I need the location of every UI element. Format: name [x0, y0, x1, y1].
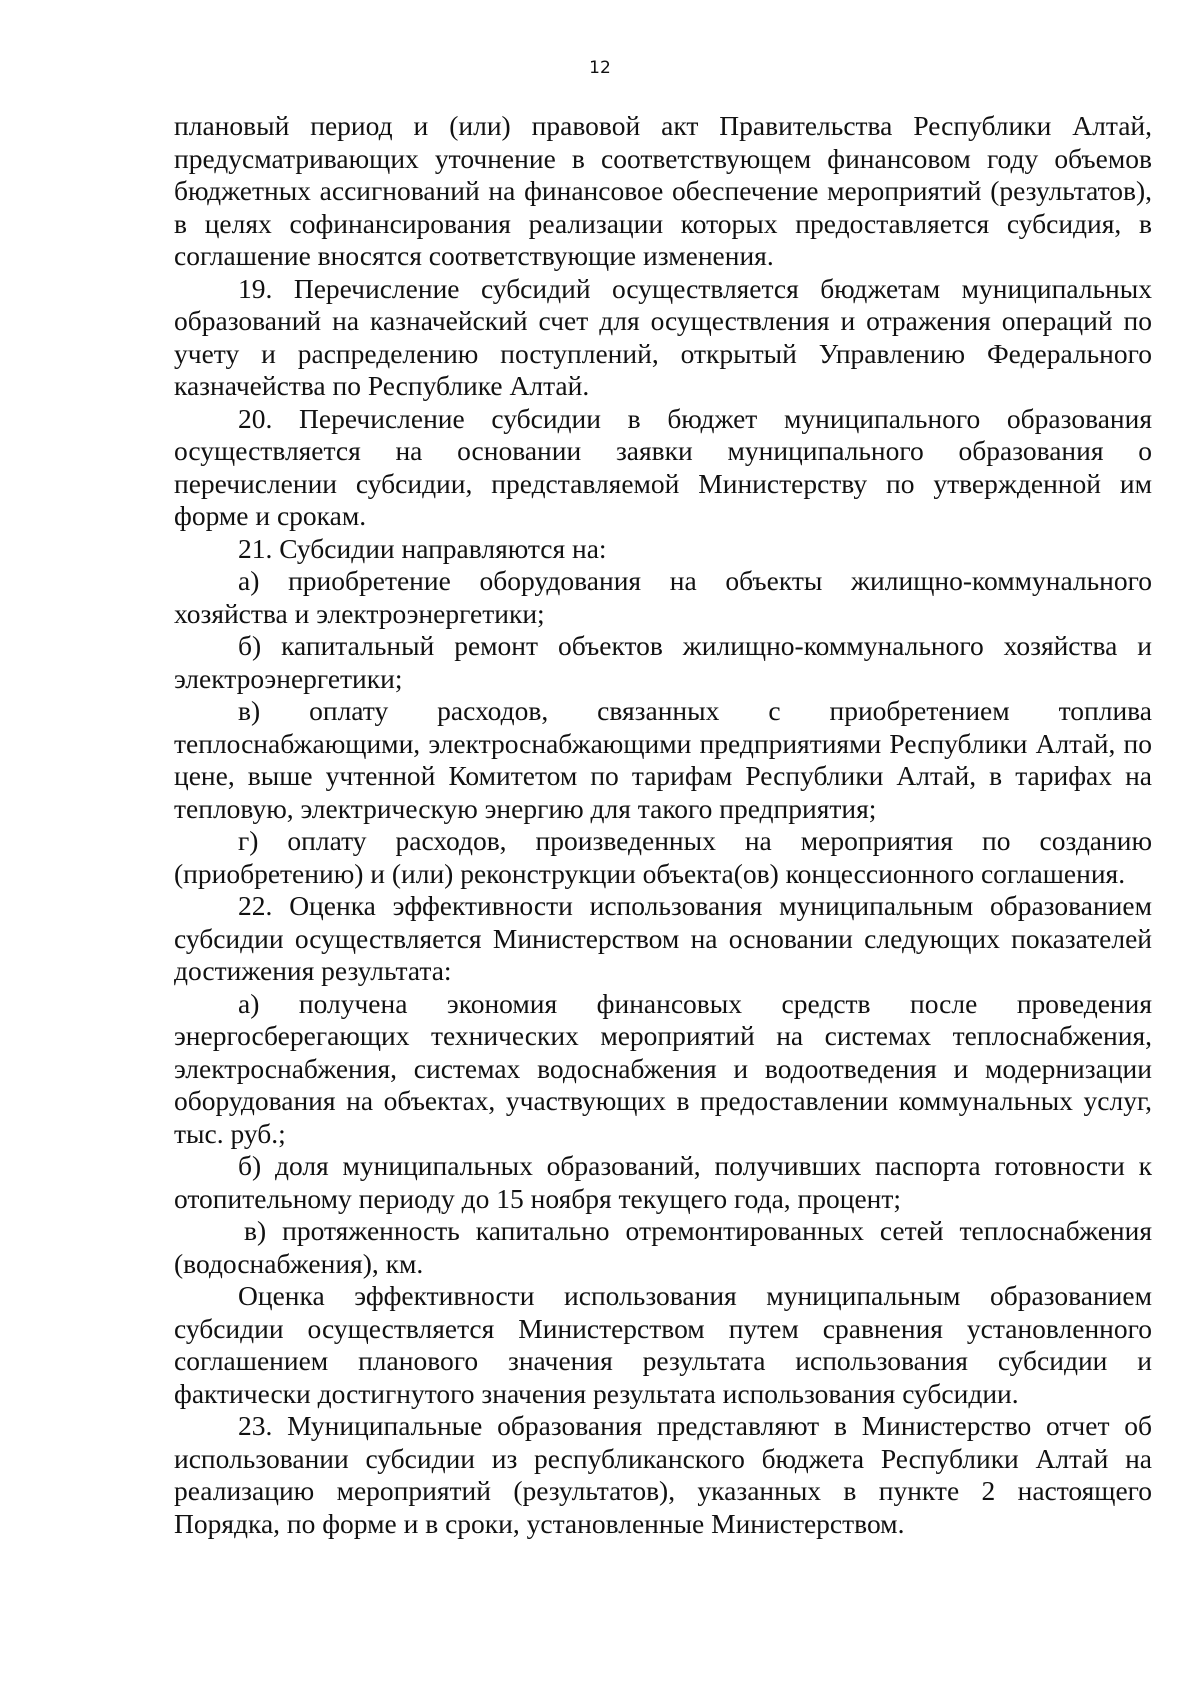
paragraph-21-b: б) капитальный ремонт объектов жилищно-коммунального хозяйства и электроэнергетики; — [174, 630, 1152, 694]
paragraph-21-g: г) оплату расходов, произведенных на мероприятия по созданию (приобретению) и (или) реконструкции объекта(ов) концессионного соглашения. — [174, 825, 1152, 889]
paragraph-22-b: б) доля муниципальных образований, получивших паспорта готовности к отопительному периоду до 15 ноября текущего года, процент; — [174, 1150, 1152, 1214]
paragraph-21: 21. Субсидии направляются на: — [238, 532, 607, 564]
paragraph-21-v: в) оплату расходов, связанных с приобретением топлива теплоснабжающими, электроснабжающими предприятиями Республики Алтай, по цене, выше учтенной Комитетом по тарифам Республики Алтай, в тарифах на тепловую, электрическую энергию для такого предприятия; — [174, 695, 1152, 824]
document-body — [174, 110, 1152, 1540]
paragraph-22-a: а) получена экономия финансовых средств после проведения энергосберегающих технических мероприятий на системах теплоснабжения, электроснабжения, системах водоснабжения и водоотведения и модернизации оборудования на объектах, участвующих в предоставлении коммунальных услуг, тыс. руб.; — [174, 987, 1152, 1149]
paragraph-21-a: а) приобретение оборудования на объекты жилищно-коммунального хозяйства и электроэнергетики; — [174, 565, 1152, 629]
paragraph-20: 20. Перечисление субсидии в бюджет муниципального образования осуществляется на основании заявки муниципального образования о перечислении субсидии, представляемой Министерству по утвержденной им форме и срокам. — [174, 402, 1152, 531]
page-number: 12 — [589, 58, 611, 78]
paragraph-continuation: плановый период и (или) правовой акт Правительства Республики Алтай, предусматривающих уточнение в соответствующем финансовом году объемов бюджетных ассигнований на финансовое обеспечение мероприятий (результатов), в целях софинансирования реализации которых предоставляется субсидия, в соглашение вносятся соответствующие изменения. — [174, 110, 1152, 271]
paragraph-22: 22. Оценка эффективности использования муниципальным образованием субсидии осуществляется Министерством на основании следующих показателей достижения результата: — [174, 890, 1152, 986]
paragraph-19: 19. Перечисление субсидий осуществляется бюджетам муниципальных образований на казначейский счет для осуществления и отражения операций по учету и распределению поступлений, открытый Управлению Федерального казначейства по Республике Алтай. — [174, 272, 1152, 401]
paragraph-evaluation: Оценка эффективности использования муниципальным образованием субсидии осуществляется Министерством путем сравнения установленного соглашением планового значения результата использования субсидии и фактически достигнутого значения результата использования субсидии. — [174, 1280, 1152, 1409]
paragraph-22-v: в) протяженность капитально отремонтированных сетей теплоснабжения (водоснабжения), км. — [174, 1215, 1152, 1279]
paragraph-23: 23. Муниципальные образования представляют в Министерство отчет об использовании субсидии из республиканского бюджета Республики Алтай на реализацию мероприятий (результатов), указанных в пункте 2 настоящего Порядка, по форме и в сроки, установленные Министерством. — [174, 1410, 1152, 1539]
